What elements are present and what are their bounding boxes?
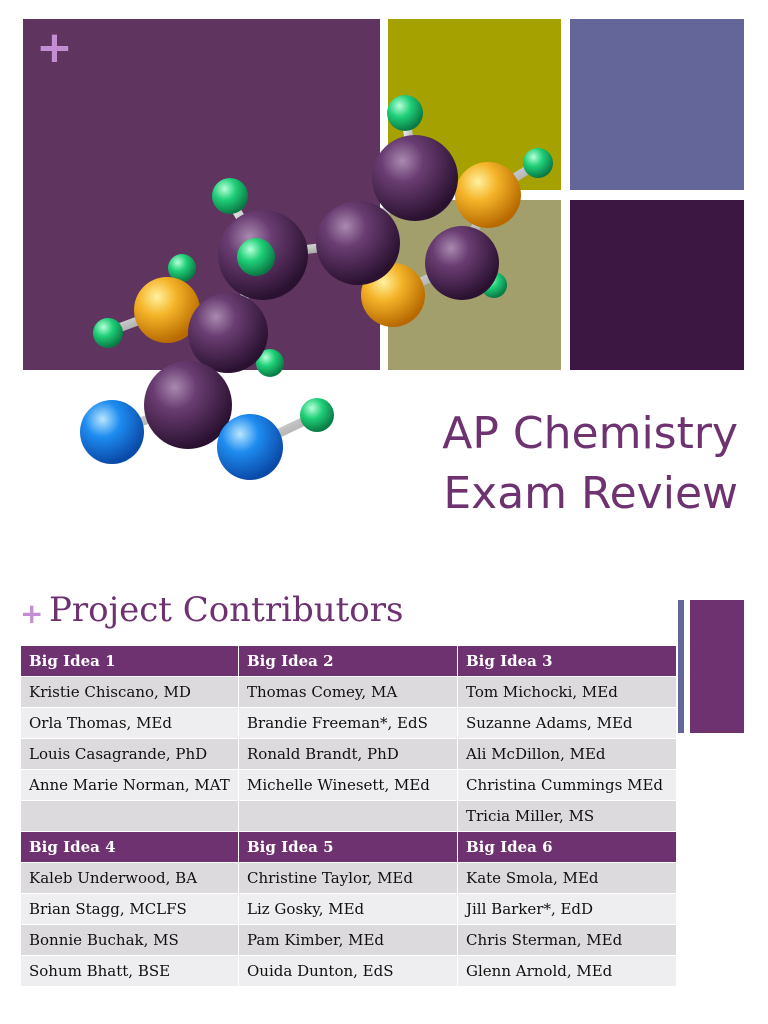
side-accent-block — [690, 600, 744, 733]
table-cell: Glenn Arnold, MEd — [458, 956, 677, 987]
table-cell: Kate Smola, MEd — [458, 863, 677, 894]
table-cell: Liz Gosky, MEd — [239, 894, 458, 925]
table-cell: Christine Taylor, MEd — [239, 863, 458, 894]
table-cell: Jill Barker*, EdD — [458, 894, 677, 925]
table-cell: Christina Cummings MEd — [458, 770, 677, 801]
table-cell: Ronald Brandt, PhD — [239, 739, 458, 770]
table-row — [21, 956, 677, 987]
table-cell — [21, 801, 239, 832]
table-cell: Pam Kimber, MEd — [239, 925, 458, 956]
header-cell: Big Idea 4 — [21, 832, 239, 863]
lavender-block — [570, 19, 744, 190]
table-cell: Orla Thomas, MEd — [21, 708, 239, 739]
table-cell: Tom Michocki, MEd — [458, 677, 677, 708]
table-cell: Thomas Comey, MA — [239, 677, 458, 708]
section-plus-icon: + — [20, 597, 44, 630]
table-row — [21, 801, 677, 832]
table-row — [21, 739, 677, 770]
table-cell: Kaleb Underwood, BA — [21, 863, 239, 894]
contributors-table — [20, 645, 677, 987]
table-cell: Ouida Dunton, EdS — [239, 956, 458, 987]
header-cell: Big Idea 2 — [239, 646, 458, 677]
table-row — [21, 770, 677, 801]
title-line-2: Exam Review — [443, 468, 738, 519]
title-line-1: AP Chemistry — [442, 408, 738, 459]
table-row — [21, 863, 677, 894]
table-row — [21, 677, 677, 708]
table-cell: Ali McDillon, MEd — [458, 739, 677, 770]
table-cell: Tricia Miller, MS — [458, 801, 677, 832]
header-cell: Big Idea 1 — [21, 646, 239, 677]
table-cell: Chris Sterman, MEd — [458, 925, 677, 956]
table-row — [21, 708, 677, 739]
side-accent-line — [678, 600, 684, 733]
table-cell: Louis Casagrande, PhD — [21, 739, 239, 770]
dark-purple-block — [570, 200, 744, 370]
header-cell: Big Idea 3 — [458, 646, 677, 677]
table-header-row — [21, 832, 677, 863]
table-cell: Sohum Bhatt, BSE — [21, 956, 239, 987]
table-cell: Kristie Chiscano, MD — [21, 677, 239, 708]
table-row — [21, 894, 677, 925]
table-cell: Michelle Winesett, MEd — [239, 770, 458, 801]
table-cell: Brian Stagg, MCLFS — [21, 894, 239, 925]
table-cell: Brandie Freeman*, EdS — [239, 708, 458, 739]
presentation-title — [442, 404, 738, 524]
table-cell: Bonnie Buchak, MS — [21, 925, 239, 956]
header-cell: Big Idea 6 — [458, 832, 677, 863]
table-cell: Suzanne Adams, MEd — [458, 708, 677, 739]
table-cell — [239, 801, 458, 832]
plus-icon: + — [36, 22, 73, 73]
table-cell: Anne Marie Norman, MAT — [21, 770, 239, 801]
header-cell: Big Idea 5 — [239, 832, 458, 863]
table-header-row — [21, 646, 677, 677]
table-row — [21, 925, 677, 956]
section-title: Project Contributors — [49, 590, 404, 630]
